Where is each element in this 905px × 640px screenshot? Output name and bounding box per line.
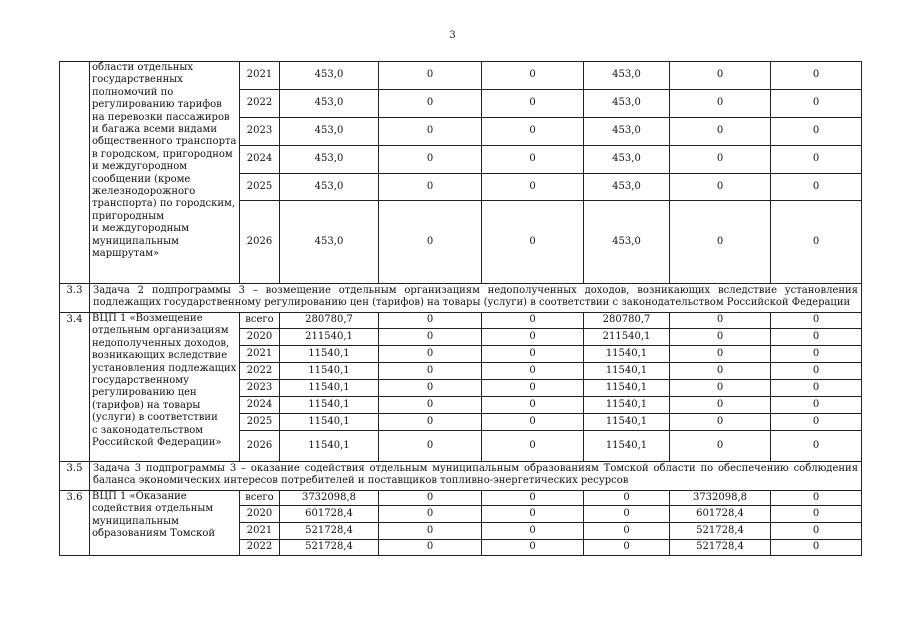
year-cell: 2021 <box>240 346 280 363</box>
total-cell: 11540,1 <box>280 414 379 431</box>
other-budget-cell: 0 <box>670 201 771 284</box>
regional-budget-cell: 453,0 <box>584 118 670 146</box>
extra-budget-cell: 0 <box>771 431 862 462</box>
table-row <box>60 491 862 506</box>
federal-budget-cell: 0 <box>379 363 482 380</box>
other-budget-cell: 521728,4 <box>670 540 771 556</box>
description-line: транспорта) по городским, <box>92 198 235 210</box>
federal-budget-cell: 0 <box>379 397 482 414</box>
description-line: недополученных доходов, <box>92 337 230 349</box>
description-line: области отдельных <box>92 62 194 73</box>
description-line: маршрутам» <box>92 248 160 260</box>
total-cell: 3732098,8 <box>280 491 379 506</box>
other-budget-cell: 0 <box>670 90 771 118</box>
federal-budget-cell: 0 <box>379 540 482 556</box>
municipal-budget-cell: 0 <box>482 146 584 174</box>
extra-budget-cell: 0 <box>771 363 862 380</box>
other-budget-cell: 0 <box>670 329 771 346</box>
total-cell: 11540,1 <box>280 363 379 380</box>
municipal-budget-cell: 0 <box>482 118 584 146</box>
municipal-budget-cell: 0 <box>482 431 584 462</box>
description-line: ВЦП 1 «Оказание <box>92 491 187 502</box>
description-lines <box>92 491 237 541</box>
total-cell: 211540,1 <box>280 329 379 346</box>
description-line: общественного транспорта <box>92 136 237 148</box>
description-line: государственных <box>92 74 183 86</box>
description-line: железнодорожного <box>92 186 196 198</box>
extra-budget-cell: 0 <box>771 523 862 540</box>
total-cell: 11540,1 <box>280 346 379 363</box>
extra-budget-cell: 0 <box>771 313 862 329</box>
description-line: в городском, пригородном <box>92 148 233 160</box>
year-cell: 2023 <box>240 118 280 146</box>
extra-budget-cell: 0 <box>771 90 862 118</box>
year-cell: 2026 <box>240 201 280 284</box>
total-cell: 453,0 <box>280 62 379 90</box>
description-lines <box>92 313 237 449</box>
regional-budget-cell: 11540,1 <box>584 346 670 363</box>
year-cell: 2021 <box>240 62 280 90</box>
regional-budget-cell: 453,0 <box>584 146 670 174</box>
year-cell: 2025 <box>240 174 280 201</box>
description-line: и междугородном <box>92 161 188 173</box>
total-cell: 601728,4 <box>280 506 379 523</box>
total-cell: 521728,4 <box>280 540 379 556</box>
description-line: и багажа всеми видами <box>92 124 217 136</box>
other-budget-cell: 0 <box>670 62 771 90</box>
municipal-budget-cell: 0 <box>482 523 584 540</box>
extra-budget-cell: 0 <box>771 146 862 174</box>
municipal-budget-cell: 0 <box>482 62 584 90</box>
other-budget-cell: 0 <box>670 380 771 397</box>
municipal-budget-cell: 0 <box>482 397 584 414</box>
program-description <box>90 62 240 284</box>
other-budget-cell: 0 <box>670 118 771 146</box>
extra-budget-cell: 0 <box>771 380 862 397</box>
municipal-budget-cell: 0 <box>482 329 584 346</box>
year-cell: 2022 <box>240 540 280 556</box>
regional-budget-cell: 11540,1 <box>584 380 670 397</box>
regional-budget-cell: 11540,1 <box>584 414 670 431</box>
federal-budget-cell: 0 <box>379 62 482 90</box>
municipal-budget-cell: 0 <box>482 201 584 284</box>
description-line: регулированию тарифов <box>92 99 222 111</box>
extra-budget-cell: 0 <box>771 491 862 506</box>
budget-table <box>59 61 862 556</box>
regional-budget-cell: 453,0 <box>584 174 670 201</box>
total-cell: 453,0 <box>280 90 379 118</box>
program-description <box>90 313 240 462</box>
federal-budget-cell: 0 <box>379 329 482 346</box>
description-line: (услуги) в соответствии <box>92 412 218 424</box>
federal-budget-cell: 0 <box>379 380 482 397</box>
row-number: 3.5 <box>60 462 90 491</box>
federal-budget-cell: 0 <box>379 491 482 506</box>
municipal-budget-cell: 0 <box>482 491 584 506</box>
task-description: Задача 2 подпрограммы 3 – возмещение отдельным организациям недополученных доходов, возникающих вследствие установления подлежащих государственному регулированию цен (тарифов) на товары (услуги) в соответствии с законодательством Российской Федерации <box>90 284 862 313</box>
total-cell: 453,0 <box>280 146 379 174</box>
description-line: возникающих вследствие <box>92 350 228 362</box>
federal-budget-cell: 0 <box>379 431 482 462</box>
municipal-budget-cell: 0 <box>482 363 584 380</box>
task-description: Задача 3 подпрограммы 3 – оказание содействия отдельным муниципальным образованиям Томской области по обеспечению соблюдения баланса экономических интересов потребителей и поставщиков топливно-энергетических ресурсов <box>90 462 862 491</box>
program-description <box>90 491 240 556</box>
extra-budget-cell: 0 <box>771 540 862 556</box>
description-lines <box>92 62 237 261</box>
federal-budget-cell: 0 <box>379 414 482 431</box>
description-line: отдельным организациям <box>92 325 229 337</box>
municipal-budget-cell: 0 <box>482 346 584 363</box>
other-budget-cell: 0 <box>670 313 771 329</box>
row-number: 3.4 <box>60 313 90 462</box>
federal-budget-cell: 0 <box>379 313 482 329</box>
description-line: образованиям Томской <box>92 528 216 540</box>
year-cell: 2025 <box>240 414 280 431</box>
description-line: установления подлежащих <box>92 362 237 374</box>
extra-budget-cell: 0 <box>771 201 862 284</box>
regional-budget-cell: 0 <box>584 491 670 506</box>
federal-budget-cell: 0 <box>379 506 482 523</box>
description-line: содействия отдельным <box>92 503 214 515</box>
municipal-budget-cell: 0 <box>482 90 584 118</box>
regional-budget-cell: 280780,7 <box>584 313 670 329</box>
total-cell: 453,0 <box>280 118 379 146</box>
description-line: Российской Федерации» <box>92 437 222 449</box>
regional-budget-cell: 453,0 <box>584 62 670 90</box>
extra-budget-cell: 0 <box>771 506 862 523</box>
total-cell: 521728,4 <box>280 523 379 540</box>
municipal-budget-cell: 0 <box>482 506 584 523</box>
description-line: на перевозки пассажиров <box>92 111 230 123</box>
year-cell: 2020 <box>240 329 280 346</box>
other-budget-cell: 3732098,8 <box>670 491 771 506</box>
total-cell: 453,0 <box>280 174 379 201</box>
description-line: муниципальным <box>92 235 179 247</box>
other-budget-cell: 0 <box>670 397 771 414</box>
municipal-budget-cell: 0 <box>482 414 584 431</box>
extra-budget-cell: 0 <box>771 346 862 363</box>
regional-budget-cell: 11540,1 <box>584 431 670 462</box>
regional-budget-cell: 0 <box>584 523 670 540</box>
description-line: ВЦП 1 «Возмещение <box>92 313 203 324</box>
other-budget-cell: 601728,4 <box>670 506 771 523</box>
regional-budget-cell: 0 <box>584 506 670 523</box>
extra-budget-cell: 0 <box>771 174 862 201</box>
extra-budget-cell: 0 <box>771 329 862 346</box>
federal-budget-cell: 0 <box>379 523 482 540</box>
regional-budget-cell: 453,0 <box>584 201 670 284</box>
extra-budget-cell: 0 <box>771 414 862 431</box>
description-line: (тарифов) на товары <box>92 399 201 411</box>
other-budget-cell: 0 <box>670 414 771 431</box>
year-cell: всего <box>240 491 280 506</box>
task-row <box>60 462 862 491</box>
description-line: сообщении (кроме <box>92 173 191 185</box>
federal-budget-cell: 0 <box>379 90 482 118</box>
year-cell: 2021 <box>240 523 280 540</box>
description-line: полномочий по <box>92 86 174 98</box>
total-cell: 11540,1 <box>280 397 379 414</box>
regional-budget-cell: 0 <box>584 540 670 556</box>
year-cell: 2022 <box>240 90 280 118</box>
table-row <box>60 313 862 329</box>
page-number: 3 <box>449 30 456 41</box>
municipal-budget-cell: 0 <box>482 380 584 397</box>
row-number <box>60 62 90 284</box>
regional-budget-cell: 453,0 <box>584 90 670 118</box>
extra-budget-cell: 0 <box>771 397 862 414</box>
federal-budget-cell: 0 <box>379 201 482 284</box>
federal-budget-cell: 0 <box>379 346 482 363</box>
municipal-budget-cell: 0 <box>482 540 584 556</box>
year-cell: 2020 <box>240 506 280 523</box>
description-line: пригородным <box>92 210 164 222</box>
year-cell: 2026 <box>240 431 280 462</box>
year-cell: всего <box>240 313 280 329</box>
year-cell: 2024 <box>240 397 280 414</box>
table-row <box>60 62 862 90</box>
total-cell: 11540,1 <box>280 380 379 397</box>
other-budget-cell: 0 <box>670 363 771 380</box>
regional-budget-cell: 211540,1 <box>584 329 670 346</box>
total-cell: 280780,7 <box>280 313 379 329</box>
description-line: государственному <box>92 375 189 387</box>
municipal-budget-cell: 0 <box>482 313 584 329</box>
other-budget-cell: 0 <box>670 431 771 462</box>
description-line: муниципальным <box>92 515 179 527</box>
task-row <box>60 284 862 313</box>
description-line: регулированию цен <box>92 387 197 399</box>
year-cell: 2024 <box>240 146 280 174</box>
year-cell: 2022 <box>240 363 280 380</box>
total-cell: 11540,1 <box>280 431 379 462</box>
year-cell: 2023 <box>240 380 280 397</box>
other-budget-cell: 0 <box>670 146 771 174</box>
other-budget-cell: 0 <box>670 174 771 201</box>
extra-budget-cell: 0 <box>771 62 862 90</box>
total-cell: 453,0 <box>280 201 379 284</box>
federal-budget-cell: 0 <box>379 118 482 146</box>
federal-budget-cell: 0 <box>379 174 482 201</box>
row-number: 3.3 <box>60 284 90 313</box>
other-budget-cell: 0 <box>670 346 771 363</box>
other-budget-cell: 521728,4 <box>670 523 771 540</box>
description-line: и междугородным <box>92 223 190 235</box>
regional-budget-cell: 11540,1 <box>584 363 670 380</box>
row-number: 3.6 <box>60 491 90 556</box>
extra-budget-cell: 0 <box>771 118 862 146</box>
federal-budget-cell: 0 <box>379 146 482 174</box>
municipal-budget-cell: 0 <box>482 174 584 201</box>
description-line: с законодательством <box>92 424 204 436</box>
regional-budget-cell: 11540,1 <box>584 397 670 414</box>
